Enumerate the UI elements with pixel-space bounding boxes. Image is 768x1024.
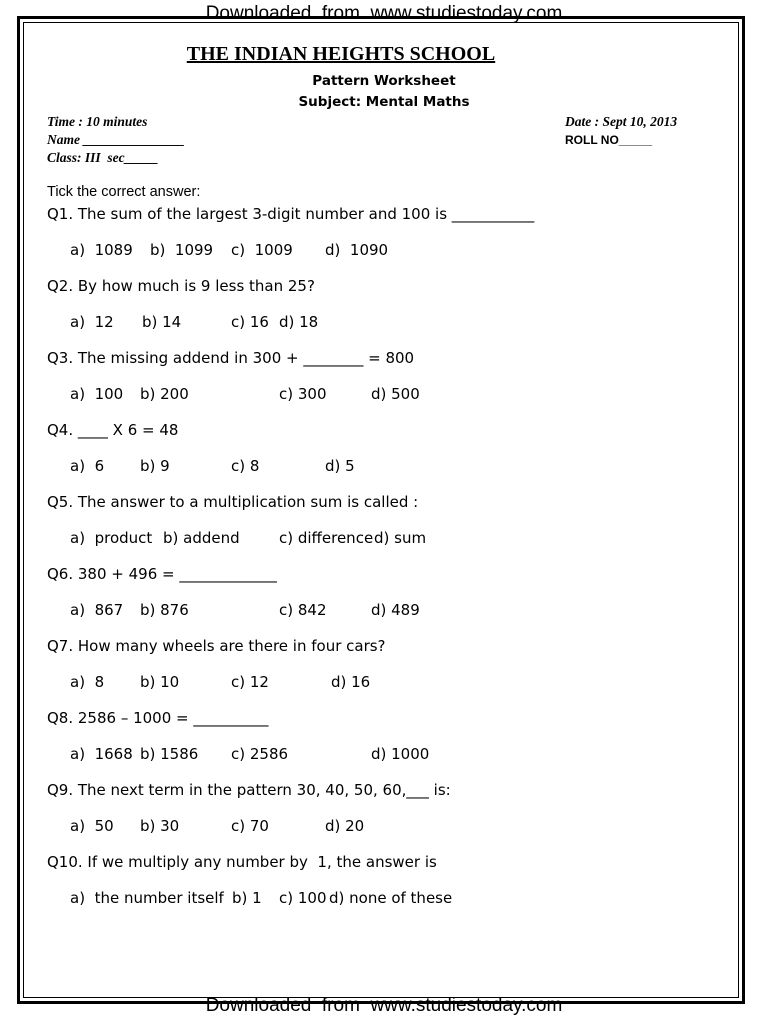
- question-5: Q5. The answer to a multiplication sum is called :: [47, 493, 419, 511]
- question-2-option-c[interactable]: c) 16: [231, 313, 269, 331]
- question-5-option-d[interactable]: d) sum: [374, 529, 427, 547]
- question-8-option-c[interactable]: c) 2586: [231, 745, 289, 763]
- name-field: Name _______________: [47, 132, 185, 147]
- question-7-option-d[interactable]: d) 16: [331, 673, 371, 691]
- question-6: Q6. 380 + 496 = _____________: [47, 565, 277, 583]
- question-10-option-b[interactable]: b) 1: [232, 889, 262, 907]
- question-4: Q4. ____ X 6 = 48: [47, 421, 179, 439]
- question-9: Q9. The next term in the pattern 30, 40, 50, 60,___ is:: [47, 781, 451, 799]
- question-3-option-b[interactable]: b) 200: [140, 385, 189, 403]
- question-9-option-b[interactable]: b) 30: [140, 817, 180, 835]
- class-field: Class: III sec_____: [47, 150, 159, 165]
- school-name: THE INDIAN HEIGHTS SCHOOL: [186, 43, 496, 65]
- question-2-option-d[interactable]: d) 18: [279, 313, 319, 331]
- question-10-option-d[interactable]: d) none of these: [329, 889, 453, 907]
- question-4-option-d[interactable]: d) 5: [325, 457, 355, 475]
- question-6-option-b[interactable]: b) 876: [140, 601, 189, 619]
- question-10: Q10. If we multiply any number by 1, the answer is: [47, 853, 437, 871]
- question-4-option-c[interactable]: c) 8: [231, 457, 260, 475]
- question-6-option-c[interactable]: c) 842: [279, 601, 327, 619]
- question-8-option-a[interactable]: a) 1668: [70, 745, 133, 763]
- question-7: Q7. How many wheels are there in four cars?: [47, 637, 386, 655]
- question-3: Q3. The missing addend in 300 + ________ = 800: [47, 349, 415, 367]
- question-5-option-c[interactable]: c) difference: [279, 529, 374, 547]
- question-3-option-c[interactable]: c) 300: [279, 385, 327, 403]
- date-field: Date : Sept 10, 2013: [565, 114, 678, 129]
- question-1-option-a[interactable]: a) 1089: [70, 241, 133, 259]
- question-7-option-b[interactable]: b) 10: [140, 673, 180, 691]
- question-7-option-c[interactable]: c) 12: [231, 673, 269, 691]
- watermark-bottom: Downloaded from www.studiestoday.com: [205, 995, 563, 1016]
- question-2-option-b[interactable]: b) 14: [142, 313, 182, 331]
- question-7-option-a[interactable]: a) 8: [70, 673, 105, 691]
- question-9-option-c[interactable]: c) 70: [231, 817, 269, 835]
- question-1-option-d[interactable]: d) 1090: [325, 241, 389, 259]
- time-field: Time : 10 minutes: [47, 114, 148, 129]
- question-8: Q8. 2586 – 1000 = __________: [47, 709, 269, 727]
- question-6-option-d[interactable]: d) 489: [371, 601, 420, 619]
- question-1-option-b[interactable]: b) 1099: [150, 241, 214, 259]
- watermark-top: Downloaded from www.studiestoday.com: [205, 3, 563, 24]
- question-3-option-d[interactable]: d) 500: [371, 385, 420, 403]
- question-9-option-d[interactable]: d) 20: [325, 817, 365, 835]
- question-4-option-b[interactable]: b) 9: [140, 457, 170, 475]
- question-6-option-a[interactable]: a) 867: [70, 601, 124, 619]
- question-5-option-a[interactable]: a) product: [70, 529, 153, 547]
- question-2: Q2. By how much is 9 less than 25?: [47, 277, 315, 295]
- subject-line: Subject: Mental Maths: [298, 94, 470, 110]
- question-8-option-b[interactable]: b) 1586: [140, 745, 199, 763]
- worksheet-title: Pattern Worksheet: [312, 73, 456, 89]
- question-8-option-d[interactable]: d) 1000: [371, 745, 430, 763]
- question-5-option-b[interactable]: b) addend: [163, 529, 240, 547]
- question-9-option-a[interactable]: a) 50: [70, 817, 114, 835]
- roll-no-field: ROLL NO_____: [565, 133, 653, 147]
- question-2-option-a[interactable]: a) 12: [70, 313, 114, 331]
- question-1-option-c[interactable]: c) 1009: [231, 241, 293, 259]
- question-4-option-a[interactable]: a) 6: [70, 457, 105, 475]
- question-10-option-a[interactable]: a) the number itself: [70, 889, 224, 907]
- instruction: Tick the correct answer:: [47, 184, 201, 200]
- question-1: Q1. The sum of the largest 3-digit number and 100 is ___________: [47, 205, 535, 223]
- question-10-option-c[interactable]: c) 100: [279, 889, 327, 907]
- question-3-option-a[interactable]: a) 100: [70, 385, 124, 403]
